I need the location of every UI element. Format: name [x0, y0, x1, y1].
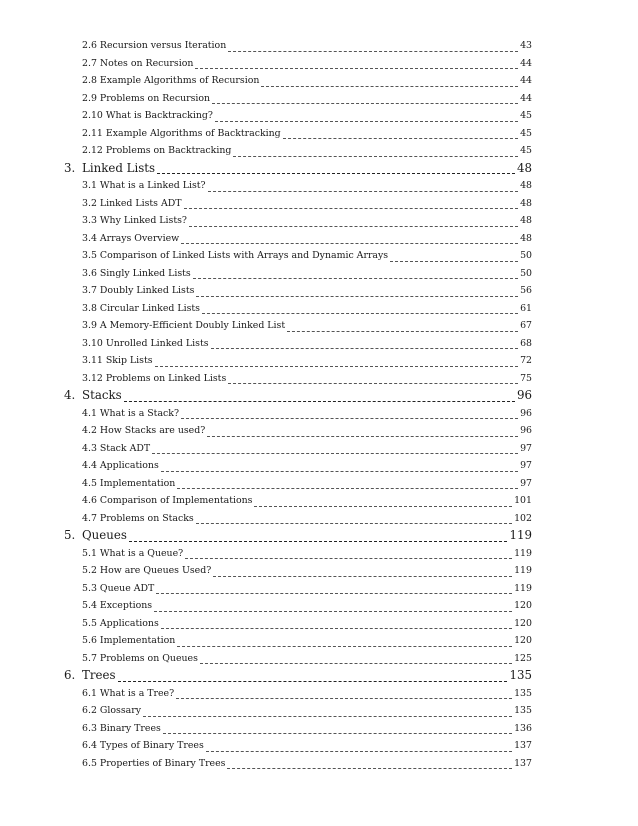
- toc-section-entry[interactable]: [0, 405, 532, 423]
- dot-leader: [156, 593, 512, 594]
- dot-leader: [228, 383, 518, 384]
- entry-title: 5.4 Exceptions: [82, 600, 153, 612]
- toc-section-entry[interactable]: [0, 737, 532, 755]
- page-number: 68: [520, 337, 532, 349]
- dot-leader: [152, 453, 518, 454]
- entry-title: 3.8 Circular Linked Lists: [82, 302, 200, 314]
- dot-leader: [195, 68, 518, 69]
- entry-title: 4.1 What is a Stack?: [82, 407, 179, 419]
- entry-title: 2.8 Example Algorithms of Recursion: [82, 75, 260, 86]
- dot-leader: [118, 681, 508, 682]
- entry-title: 2.11 Example Algorithms of Backtracking: [82, 127, 281, 139]
- dot-leader: [213, 576, 512, 577]
- page-number: 48: [516, 160, 532, 175]
- page-number: 48: [520, 180, 532, 192]
- page-number: 44: [520, 92, 532, 104]
- entry-title: 3.5 Comparison of Linked Lists with Arrays and Dynamic Arrays: [82, 250, 389, 262]
- dot-leader: [211, 348, 519, 349]
- page-number: 61: [520, 302, 532, 314]
- page-number: 56: [520, 285, 532, 297]
- entry-title: 4.3 Stack ADT: [82, 442, 151, 454]
- chapter-number: 3.: [64, 160, 76, 175]
- entry-title: 2.10 What is Backtracking?: [82, 110, 213, 121]
- page-number: 96: [516, 388, 532, 403]
- toc-section-entry[interactable]: [0, 212, 532, 230]
- page-number: 119: [514, 582, 532, 594]
- dot-leader: [254, 506, 512, 507]
- chapter-number: 5.: [64, 528, 76, 543]
- dot-leader: [283, 138, 518, 139]
- page-number: 45: [520, 110, 532, 121]
- toc-chapter-entry[interactable]: [0, 527, 532, 545]
- entry-title: 3.7 Doubly Linked Lists: [82, 285, 195, 297]
- dot-leader: [154, 611, 512, 612]
- entry-title: 4.5 Implementation: [82, 477, 176, 489]
- page-number: 136: [514, 722, 532, 734]
- toc-section-entry[interactable]: [0, 55, 532, 73]
- dot-leader: [196, 523, 512, 524]
- page-number: 75: [520, 372, 532, 384]
- entry-title: 2.6 Recursion versus Iteration: [82, 40, 227, 51]
- page-number: 119: [514, 565, 532, 577]
- toc-section-entry[interactable]: [0, 457, 532, 475]
- toc-chapter-entry[interactable]: [0, 667, 532, 685]
- toc-section-entry[interactable]: [0, 265, 532, 283]
- dot-leader: [181, 418, 518, 419]
- dot-leader: [215, 121, 518, 122]
- toc-chapter-entry[interactable]: [0, 387, 532, 405]
- toc-section-entry[interactable]: [0, 755, 532, 773]
- page-number: 135: [509, 668, 532, 683]
- page-number: 119: [509, 528, 532, 543]
- page-number: 43: [520, 40, 532, 51]
- dot-leader: [193, 278, 518, 279]
- dot-leader: [200, 663, 512, 664]
- entry-title: 3.10 Unrolled Linked Lists: [82, 337, 209, 349]
- entry-title: 6.3 Binary Trees: [82, 722, 161, 734]
- chapter-number: 4.: [64, 388, 76, 403]
- page-number: 50: [520, 250, 532, 262]
- entry-title: 3.9 A Memory-Efficient Doubly Linked List: [82, 320, 286, 332]
- entry-title: 3.6 Singly Linked Lists: [82, 267, 191, 279]
- dot-leader: [129, 541, 508, 542]
- dot-leader: [390, 261, 518, 262]
- toc-section-entry[interactable]: [0, 195, 532, 213]
- entry-title: 3.3 Why Linked Lists?: [82, 215, 187, 227]
- page-number: 97: [520, 460, 532, 472]
- page-number: 137: [514, 740, 532, 752]
- toc-section-entry[interactable]: [0, 107, 532, 125]
- dot-leader: [206, 751, 512, 752]
- page-number: 97: [520, 477, 532, 489]
- table-of-contents: [0, 37, 638, 772]
- entry-title: 2.7 Notes on Recursion: [82, 57, 194, 69]
- entry-title: 5.5 Applications: [82, 617, 159, 629]
- page-number: 45: [520, 127, 532, 139]
- dot-leader: [177, 488, 518, 489]
- toc-section-entry[interactable]: [0, 545, 532, 563]
- page-number: 97: [520, 442, 532, 454]
- toc-section-entry[interactable]: [0, 142, 532, 160]
- page-number: 119: [514, 547, 532, 559]
- entry-title: 5.7 Problems on Queues: [82, 652, 198, 664]
- page-number: 44: [520, 75, 532, 86]
- dot-leader: [261, 86, 518, 87]
- page-number: 96: [520, 407, 532, 419]
- toc-section-entry[interactable]: [0, 177, 532, 195]
- page-number: 48: [520, 232, 532, 244]
- toc-section-entry[interactable]: [0, 492, 532, 510]
- entry-title: Queues: [82, 528, 127, 543]
- entry-title: 2.9 Problems on Recursion: [82, 92, 211, 104]
- toc-section-entry[interactable]: [0, 580, 532, 598]
- page-number: 96: [520, 425, 532, 437]
- toc-section-entry[interactable]: [0, 597, 532, 615]
- entry-title: Stacks: [82, 388, 122, 403]
- page-number: 135: [514, 687, 532, 699]
- page-number: 67: [520, 320, 532, 332]
- dot-leader: [202, 313, 518, 314]
- page-number: 48: [520, 197, 532, 209]
- entry-title: 3.12 Problems on Linked Lists: [82, 372, 227, 384]
- dot-leader: [163, 733, 512, 734]
- dot-leader: [177, 646, 512, 647]
- toc-section-entry[interactable]: [0, 685, 532, 703]
- dot-leader: [184, 208, 519, 209]
- entry-title: 3.4 Arrays Overview: [82, 232, 180, 244]
- toc-section-entry[interactable]: [0, 632, 532, 650]
- toc-section-entry[interactable]: [0, 90, 532, 108]
- entry-title: 5.1 What is a Queue?: [82, 547, 184, 559]
- toc-section-entry[interactable]: [0, 650, 532, 668]
- dot-leader: [189, 226, 518, 227]
- toc-section-entry[interactable]: [0, 282, 532, 300]
- dot-leader: [124, 401, 515, 402]
- page-number: 102: [514, 512, 532, 524]
- entry-title: 4.6 Comparison of Implementations: [82, 495, 253, 507]
- toc-section-entry[interactable]: [0, 317, 532, 335]
- entry-title: Trees: [82, 668, 116, 683]
- entry-title: 3.11 Skip Lists: [82, 355, 153, 367]
- page-number: 135: [514, 705, 532, 717]
- toc-section-entry[interactable]: [0, 422, 532, 440]
- toc-section-entry[interactable]: [0, 440, 532, 458]
- dot-leader: [287, 331, 518, 332]
- entry-title: 4.7 Problems on Stacks: [82, 512, 194, 524]
- page-number: 44: [520, 57, 532, 69]
- entry-title: 2.12 Problems on Backtracking: [82, 145, 232, 156]
- dot-leader: [196, 296, 518, 297]
- entry-title: 6.1 What is a Tree?: [82, 687, 175, 699]
- entry-title: 5.3 Queue ADT: [82, 582, 155, 594]
- page-number: 137: [514, 757, 532, 769]
- dot-leader: [157, 173, 515, 174]
- toc-section-entry[interactable]: [0, 335, 532, 353]
- toc-section-entry[interactable]: [0, 720, 532, 738]
- page-number: 72: [520, 355, 532, 367]
- dot-leader: [181, 243, 518, 244]
- toc-section-entry[interactable]: [0, 702, 532, 720]
- page-number: 50: [520, 267, 532, 279]
- entry-title: 5.2 How are Queues Used?: [82, 565, 212, 577]
- page-number: 120: [514, 617, 532, 629]
- toc-section-entry[interactable]: [0, 510, 532, 528]
- dot-leader: [207, 436, 518, 437]
- chapter-number: 6.: [64, 668, 76, 683]
- dot-leader: [185, 558, 512, 559]
- page-number: 120: [514, 600, 532, 612]
- page-number: 120: [514, 635, 532, 647]
- dot-leader: [233, 156, 518, 157]
- toc-section-entry[interactable]: [0, 562, 532, 580]
- toc-section-entry[interactable]: [0, 247, 532, 265]
- page-number: 101: [514, 495, 532, 507]
- entry-title: 6.4 Types of Binary Trees: [82, 740, 204, 752]
- toc-section-entry[interactable]: [0, 300, 532, 318]
- entry-title: 3.1 What is a Linked List?: [82, 180, 206, 192]
- dot-leader: [143, 716, 512, 717]
- toc-section-entry[interactable]: [0, 352, 532, 370]
- entry-title: 3.2 Linked Lists ADT: [82, 197, 182, 209]
- entry-title: 6.2 Glossary: [82, 705, 142, 717]
- entry-title: 5.6 Implementation: [82, 635, 176, 647]
- toc-section-entry[interactable]: [0, 72, 532, 90]
- entry-title: 4.4 Applications: [82, 460, 159, 472]
- dot-leader: [161, 471, 518, 472]
- toc-chapter-entry[interactable]: [0, 160, 532, 178]
- page-number: 48: [520, 215, 532, 227]
- dot-leader: [176, 698, 512, 699]
- entry-title: Linked Lists: [82, 160, 156, 175]
- page-number: 125: [514, 652, 532, 664]
- entry-title: 6.5 Properties of Binary Trees: [82, 757, 226, 769]
- dot-leader: [212, 103, 518, 104]
- toc-section-entry[interactable]: [0, 370, 532, 388]
- toc-section-entry[interactable]: [0, 125, 532, 143]
- toc-section-entry[interactable]: [0, 230, 532, 248]
- dot-leader: [228, 51, 518, 52]
- page-number: 45: [520, 145, 532, 156]
- entry-title: 4.2 How Stacks are used?: [82, 425, 206, 437]
- dot-leader: [227, 768, 512, 769]
- dot-leader: [155, 366, 519, 367]
- toc-section-entry[interactable]: [0, 615, 532, 633]
- dot-leader: [208, 191, 519, 192]
- toc-section-entry[interactable]: [0, 475, 532, 493]
- dot-leader: [161, 628, 512, 629]
- toc-section-entry[interactable]: [0, 37, 532, 55]
